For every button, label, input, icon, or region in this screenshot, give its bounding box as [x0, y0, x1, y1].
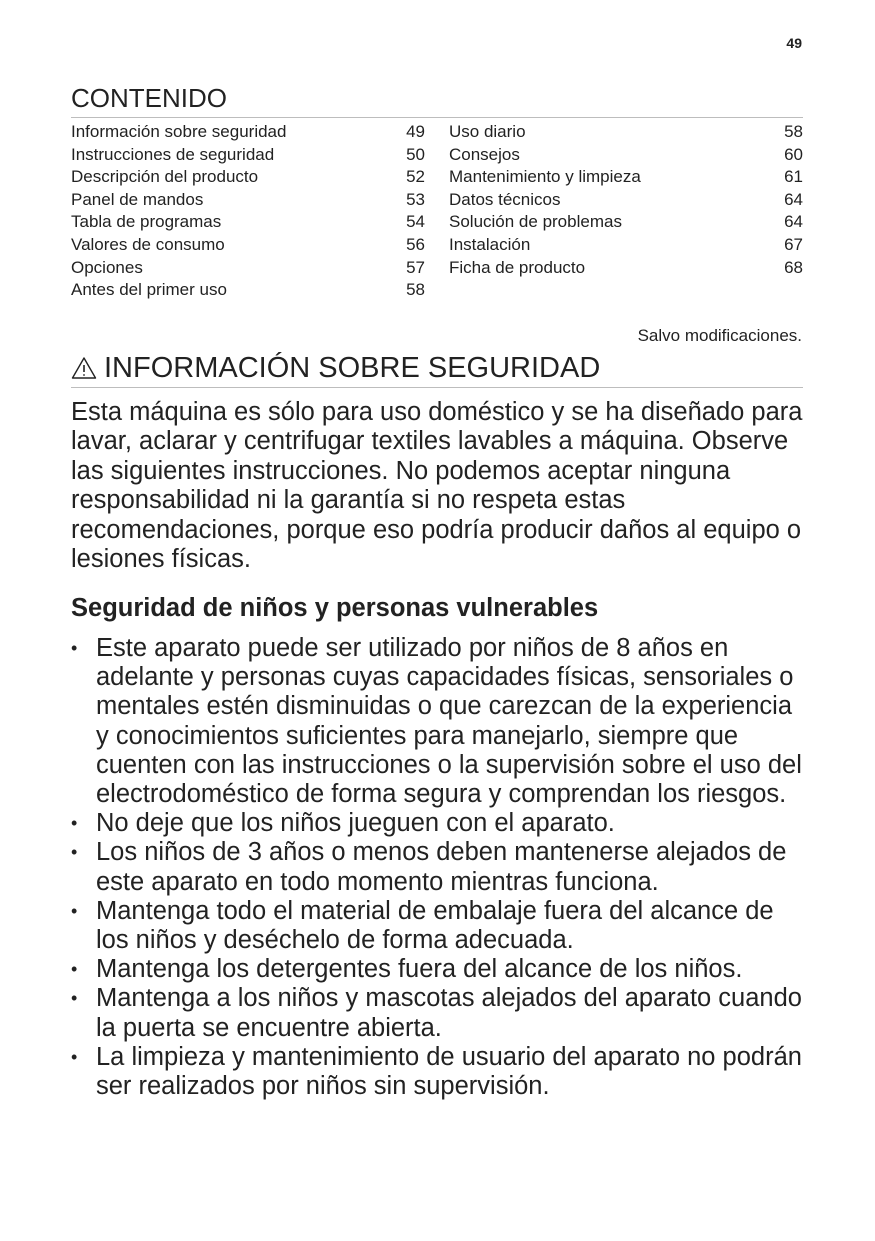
bullet-symbol: •: [71, 988, 78, 1009]
toc-title: CONTENIDO: [71, 83, 803, 118]
toc-entry[interactable]: [449, 121, 803, 144]
toc-entry-page: 61: [784, 167, 803, 187]
toc-entry[interactable]: [71, 234, 425, 257]
list-item-text: La limpieza y mantenimiento de usuario del aparato no podrán ser realizados por niños sin supervisión.: [96, 1042, 802, 1101]
list-item-text: Mantenga los detergentes fuera del alcance de los niños.: [96, 955, 743, 984]
toc-entry[interactable]: [449, 144, 803, 167]
toc-entry-page: 52: [406, 167, 425, 187]
toc-entry-label: Ficha de producto: [449, 257, 586, 277]
toc-entry[interactable]: [71, 166, 425, 189]
toc-entry-page: 64: [784, 212, 803, 232]
toc-entry-label: Instrucciones de seguridad: [71, 144, 275, 164]
bullet-symbol: •: [71, 813, 78, 834]
safety-heading: [71, 351, 803, 388]
list-item-text: No deje que los niños jueguen con el aparato.: [96, 809, 615, 838]
bullet-symbol: •: [71, 1046, 78, 1067]
warning-triangle-icon: [71, 356, 97, 380]
toc-entry-label: Datos técnicos: [449, 189, 561, 209]
bullet-symbol: •: [71, 638, 78, 658]
toc-entry-label: Solución de problemas: [449, 212, 622, 232]
safety-bullet-list: [71, 634, 803, 1101]
toc-entry-page: 53: [406, 189, 425, 209]
toc-entry-page: 54: [406, 212, 425, 232]
bullet-symbol: •: [71, 842, 78, 863]
list-item: [71, 634, 803, 809]
toc-entry-label: Instalación: [449, 234, 531, 254]
toc-entry-page: 60: [784, 144, 803, 164]
toc-entry-label: Uso diario: [449, 122, 526, 141]
toc-entry[interactable]: [71, 189, 425, 212]
toc-entry[interactable]: [449, 211, 803, 234]
toc-entry-label: Opciones: [71, 257, 143, 277]
list-item: [71, 897, 803, 955]
toc-entry[interactable]: [449, 166, 803, 189]
toc-entry-label: Valores de consumo: [71, 234, 225, 254]
toc-entry-label: Mantenimiento y limpieza: [449, 167, 641, 187]
list-item: [71, 838, 803, 896]
toc-entry-page: 50: [406, 144, 425, 164]
toc-entry[interactable]: [71, 257, 425, 280]
toc-entry[interactable]: [71, 211, 425, 234]
toc-entry[interactable]: [71, 121, 425, 144]
toc-entry-page: 68: [784, 257, 803, 277]
toc-entry[interactable]: [449, 234, 803, 257]
bullet-symbol: •: [71, 959, 78, 980]
toc-entry-label: Descripción del producto: [71, 167, 259, 187]
list-item: [71, 809, 803, 838]
bullet-symbol: •: [71, 900, 78, 921]
toc-entry-page: 57: [406, 257, 425, 277]
toc-entry-label: Panel de mandos: [71, 189, 204, 209]
toc-entry-page: 67: [784, 234, 803, 254]
list-item-text: Los niños de 3 años o menos deben mantenerse alejados de este aparato en todo momento mientras funciona.: [96, 838, 787, 896]
toc-entry-page: 64: [784, 189, 803, 209]
list-item-text: Mantenga a los niños y mascotas alejados del aparato cuando la puerta se encuentre abierta.: [96, 984, 802, 1042]
table-of-contents: [71, 121, 803, 302]
list-item: [71, 1043, 803, 1101]
disclaimer-text: Salvo modificaciones.: [637, 326, 802, 345]
toc-column-left: [71, 121, 425, 302]
list-item-text: Mantenga todo el material de embalaje fuera del alcance de los niños y deséchelo de forma adecuada.: [96, 896, 774, 955]
safety-heading-text: INFORMACIÓN SOBRE SEGURIDAD: [104, 352, 601, 384]
page-number: 49: [786, 35, 802, 51]
toc-entry-page: 58: [406, 280, 425, 300]
toc-entry-page: 49: [406, 122, 425, 141]
toc-entry-label: Consejos: [449, 144, 520, 164]
toc-entry-label: Tabla de programas: [71, 212, 222, 232]
toc-entry-label: Antes del primer uso: [71, 280, 227, 300]
list-item: [71, 955, 803, 984]
toc-entry[interactable]: [449, 257, 803, 280]
toc-entry[interactable]: [71, 279, 425, 302]
toc-entry-page: 58: [784, 122, 803, 141]
section-subheading: Seguridad de niños y personas vulnerables: [71, 594, 599, 622]
list-item-text: Este aparato puede ser utilizado por niños de 8 años en adelante y personas cuyas capacidades físicas, sensoriales o mentales estén disminuidas o que carezcan de la experiencia y conocimientos suficientes para manejarlo, siempre que cuenten con las instrucciones o la supervisión sobre el uso del electrodoméstico de forma segura y comprendan los riesgos.: [96, 634, 802, 809]
toc-entry-page: 56: [406, 234, 425, 254]
toc-entry[interactable]: [71, 144, 425, 167]
list-item: [71, 984, 803, 1042]
toc-entry[interactable]: [449, 189, 803, 212]
toc-column-right: [449, 121, 803, 302]
toc-entry-label: Información sobre seguridad: [71, 122, 287, 141]
intro-paragraph: Esta máquina es sólo para uso doméstico y se ha diseñado para lavar, aclarar y centrifugar textiles lavables a máquina. Observe las siguientes instrucciones. No podemos aceptar ninguna responsabilidad ni la garantía si no respeta estas recomendaciones, porque eso podría producir daños al equipo o lesiones físicas.: [71, 398, 803, 574]
